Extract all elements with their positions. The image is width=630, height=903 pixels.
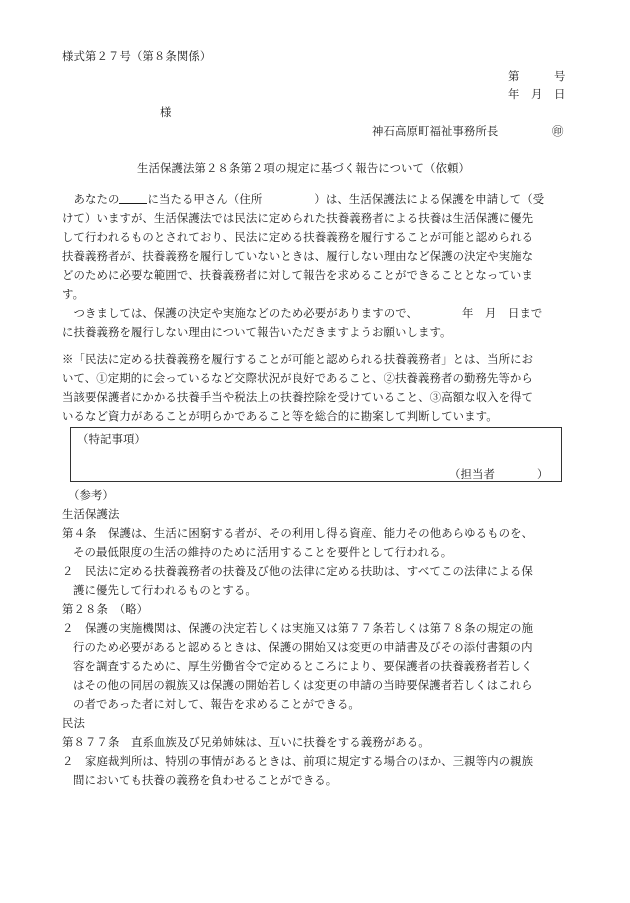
body-text: つきましては、保護の決定や実施などのため必要がありますので、 [62,306,418,320]
deadline-date: 年 月 日まで [461,306,543,320]
article-heading: 第２８条 （略） [62,602,149,616]
article-line: 護に優先して行われるものとする。 [73,583,257,597]
staff-label: （担当者 [449,467,495,481]
document-date: 年 月 日 [508,87,566,101]
reference-section [62,486,574,790]
addressee-honorific: 様 [160,105,172,119]
article-line: はその他の同居の親族又は保護の開始若しくは変更の申請の当時要保護者若しくはこれら [73,678,533,692]
article-line: ２ 民法に定める扶養義務者の扶養及び他の法律に定める扶助は、すべてこの法律による保 [62,564,533,578]
article-line: 第４条 保護は、生活に困窮する者が、その利用し得る資産、能力その他あらゆるものを、 [62,526,534,540]
body-text: あなたの [62,192,120,206]
body-line: す。 [62,287,85,301]
note-paragraph [62,350,574,426]
article-line: ２ 家庭裁判所は、特別の事情があるときは、前項に規定する場合のほか、三親等内の親族 [62,754,534,768]
document-number: 第 号 [508,69,566,83]
body-paragraph [62,190,574,342]
law-name: 生活保護法 [62,507,120,521]
relation-blank [119,191,147,204]
article-line: ２ 保護の実施機関は、保護の決定若しくは実施又は第７７条若しくは第７８条の規定の施 [62,621,534,635]
body-text: ）は、生活保護法による保護を申請して（受 [314,192,545,206]
special-notes-label: （特記事項） [77,432,146,446]
article-line: 行のため必要があると認めるときは、保護の開始又は変更の申請書及びその添付書類の内 [73,640,533,654]
law-name: 民法 [62,716,85,730]
body-line: して行われるものとされており、民法に定める扶養義務を履行することが可能と認められる [62,230,534,244]
article-line: の者であった者に対して、報告を求めることができる。 [73,697,360,711]
reference-label: （参考） [68,488,114,502]
article-line: その最低限度の生活の維持のために活用することを要件として行われる。 [73,545,453,559]
body-text: に当たる甲さん（住所 [147,192,263,206]
note-line: ※「民法に定める扶養義務を履行することが可能と認められる扶養義務者」とは、当所にお [62,352,534,366]
document-title: 生活保護法第２８条第２項の規定に基づく報告について（依頼） [137,161,471,175]
staff-close: ） [537,467,549,481]
body-line [62,304,574,323]
body-line: 扶養義務者が、扶養義務を履行していないときは、履行しない理由など保護の決定や実施な [62,249,534,263]
body-line [62,190,574,209]
note-line: いて、①定期的に会っているなど交際状況が良好であること、②扶養義務者の勤務先等から [62,371,533,385]
sender-name: 神石高原町福祉事務所長 [372,124,499,138]
seal-mark: ㊞ [552,124,564,138]
body-line: どのために必要な範囲で、扶養義務者に対して報告を求めることができることとなっていま [62,268,533,282]
special-notes-box [70,427,562,482]
note-line: いるなど資力があることが明らかであること等を総合的に勘案して判断しています。 [62,409,498,423]
article-line: 容を調査するために、厚生労働省令で定めるところにより、要保護者の扶養義務者若しく [73,659,533,673]
body-line: けて）いますが、生活保護法では民法に定められた扶養義務者による扶養は生活保護に優先 [62,211,534,225]
article-line: 間においても扶養の義務を負わせることができる。 [73,773,338,787]
body-line: に扶養義務を履行しない理由について報告いただきますようお願いします。 [62,325,452,339]
article-line: 第８７７条 直系血族及び兄弟姉妹は、互いに扶養をする義務がある。 [62,735,430,749]
form-number: 様式第２７号（第８条関係） [62,49,212,63]
note-line: 当該要保護者にかかる扶養手当や税法上の扶養控除を受けていること、③高額な収入を得て [62,390,534,404]
